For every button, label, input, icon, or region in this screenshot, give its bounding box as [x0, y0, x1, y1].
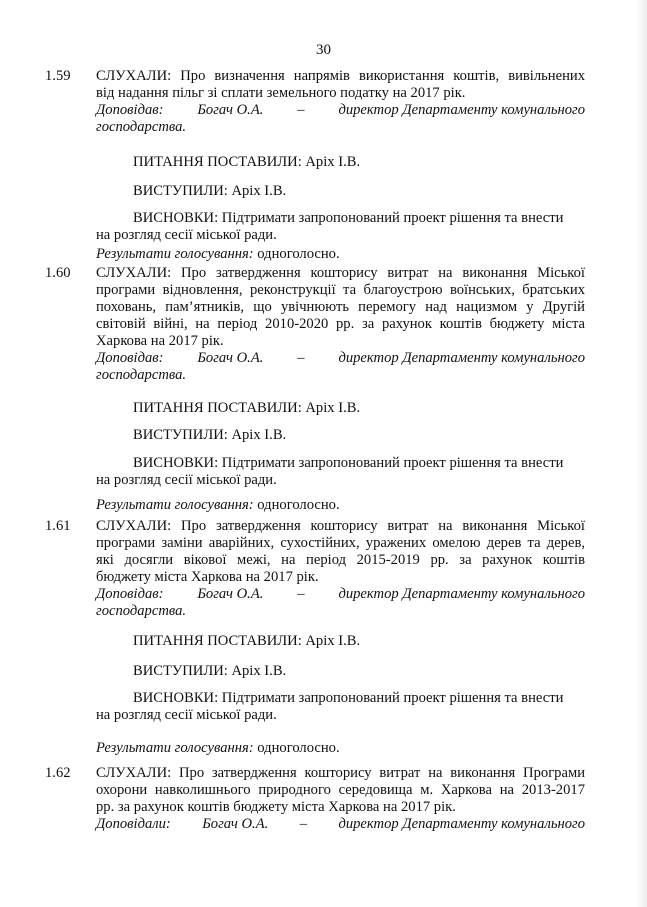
speaker-role: директор Департаменту комунального — [338, 102, 585, 118]
questions-line: ПИТАННЯ ПОСТАВИЛИ: Аріх І.В. — [133, 633, 361, 649]
speaker-line — [96, 586, 585, 603]
heard-line: бюджету міста Харкова на 2017 рік. — [96, 569, 319, 585]
heard-line: Харкова на 2017 рік. — [96, 333, 224, 349]
speaker-label: Доповідав: — [96, 350, 164, 366]
speaker-role: директор Департаменту комунального — [338, 586, 585, 602]
speaker-role: директор Департаменту комунального — [338, 350, 585, 366]
speaker-dash: – — [297, 586, 305, 602]
vote-result — [96, 246, 340, 263]
item-number: 1.60 — [45, 265, 71, 281]
conclusions-line: ВИСНОВКИ: Підтримати запропонований проект рішення та внести — [133, 455, 564, 471]
heard-line: від надання пільг зі сплати земельного податку на 2017 рік. — [96, 85, 466, 101]
speaker-line — [96, 350, 585, 367]
heard-line: СЛУХАЛИ: Про визначення напрямів використання коштів, вивільнених — [96, 68, 585, 84]
conclusions-paragraph — [96, 690, 585, 724]
spoke-line: ВИСТУПИЛИ: Аріх І.В. — [133, 427, 287, 443]
speaker-label: Доповідав: — [96, 102, 164, 118]
heard-line: охорони навколишнього природного середовища м. Харкова на 2013-2017 — [96, 782, 585, 798]
speaker-name: Богач О.А. — [197, 586, 264, 602]
item-number: 1.62 — [45, 765, 71, 781]
heard-line: які досягли вікової межі, на період 2015-2019 рр. за рахунок коштів — [96, 552, 585, 568]
item-number: 1.59 — [45, 68, 71, 84]
vote-value: одноголосно. — [257, 497, 340, 513]
spoke-line: ВИСТУПИЛИ: Аріх І.В. — [133, 183, 287, 199]
vote-result — [96, 497, 340, 514]
heard-line: СЛУХАЛИ: Про затвердження кошторису витрат на виконання Програми — [96, 765, 585, 781]
conclusions-paragraph — [96, 210, 585, 244]
heard-line: програми заміни аварійних, сухостійних, уражених омелою дерев та дерев, — [96, 535, 585, 551]
heard-paragraph — [96, 265, 585, 384]
vote-label: Результати голосування: — [96, 740, 254, 756]
vote-label: Результати голосування: — [96, 246, 254, 262]
conclusions-line: ВИСНОВКИ: Підтримати запропонований проект рішення та внести — [133, 210, 564, 226]
speaker-label: Доповідав: — [96, 586, 164, 602]
conclusions-line: ВИСНОВКИ: Підтримати запропонований проект рішення та внести — [133, 690, 564, 706]
conclusions-line: на розгляд сесії міської ради. — [96, 227, 277, 243]
vote-result — [96, 740, 340, 757]
speaker-role-cont: господарства. — [96, 119, 187, 135]
speaker-name: Богач О.А. — [197, 350, 264, 366]
vote-label: Результати голосування: — [96, 497, 254, 513]
heard-line: програми відновлення, реконструкції та благоустрою воїнських, братських — [96, 282, 585, 298]
speaker-label: Доповідали: — [96, 816, 171, 832]
speaker-dash: – — [299, 816, 308, 832]
heard-line: СЛУХАЛИ: Про затвердження кошторису витрат на виконання Міської — [96, 265, 585, 281]
conclusions-paragraph — [96, 455, 585, 489]
conclusions-line: на розгляд сесії міської ради. — [96, 707, 277, 723]
speaker-dash: – — [297, 102, 305, 118]
speaker-line — [96, 816, 585, 833]
heard-paragraph — [96, 765, 585, 833]
conclusions-line: на розгляд сесії міської ради. — [96, 472, 277, 488]
speaker-role-cont: господарства. — [96, 367, 187, 383]
speaker-name: Богач О.А. — [202, 816, 269, 832]
spoke-line: ВИСТУПИЛИ: Аріх І.В. — [133, 663, 287, 679]
heard-line: світовій війні, на період 2010-2020 рр. за рахунок коштів бюджету міста — [96, 316, 585, 332]
heard-paragraph — [96, 68, 585, 136]
vote-value: одноголосно. — [257, 740, 340, 756]
speaker-role: директор Департаменту комунального — [338, 816, 585, 832]
speaker-role-cont: господарства. — [96, 603, 187, 619]
heard-line: СЛУХАЛИ: Про затвердження кошторису витрат на виконання Міської — [96, 518, 585, 534]
heard-line: поховань, пам’ятників, що увічнюють перемогу над нацизмом у Другій — [96, 299, 585, 315]
questions-line: ПИТАННЯ ПОСТАВИЛИ: Аріх І.В. — [133, 154, 361, 170]
speaker-line — [96, 102, 585, 119]
scan-edge-shadow — [637, 0, 647, 907]
vote-value: одноголосно. — [257, 246, 340, 262]
questions-line: ПИТАННЯ ПОСТАВИЛИ: Аріх І.В. — [133, 400, 361, 416]
page-number: 30 — [316, 42, 331, 58]
speaker-dash: – — [297, 350, 305, 366]
item-number: 1.61 — [45, 518, 71, 534]
heard-paragraph — [96, 518, 585, 620]
speaker-name: Богач О.А. — [197, 102, 264, 118]
heard-line: рр. за рахунок коштів бюджету міста Харкова на 2017 рік. — [96, 799, 456, 815]
